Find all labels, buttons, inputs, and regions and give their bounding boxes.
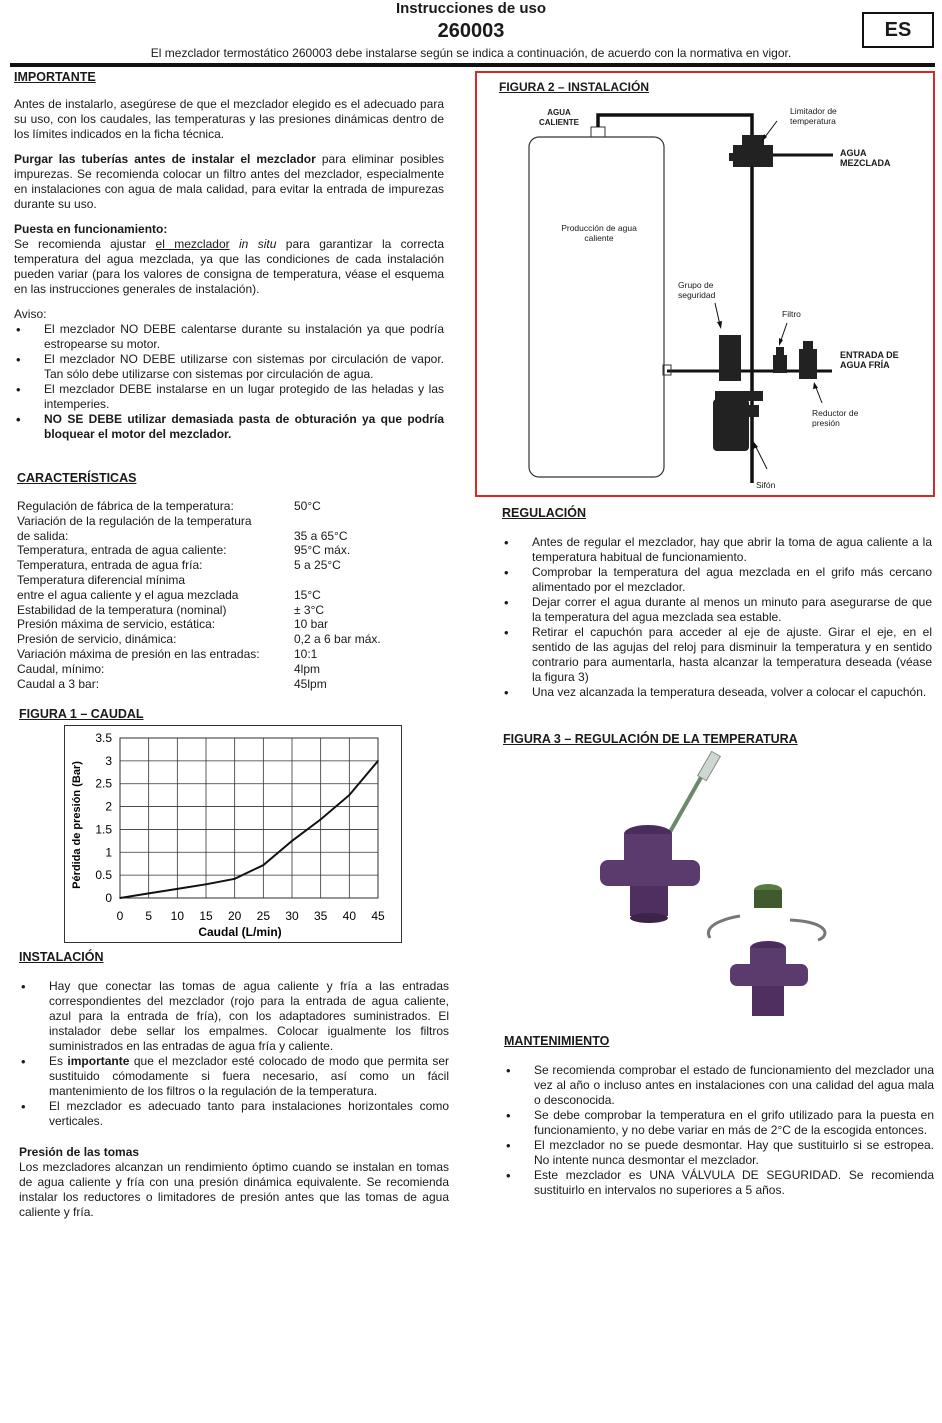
spec-label: Caudal a 3 bar:: [17, 676, 100, 691]
valve-outlet: [630, 886, 668, 916]
y-tick-label: 2.5: [95, 776, 112, 791]
spec-row: [17, 632, 437, 647]
regulacion-list: [502, 535, 932, 700]
spec-label: de salida:: [17, 528, 69, 543]
filter: [773, 355, 787, 373]
importante-p2: [14, 152, 444, 212]
instalacion-section: [19, 950, 449, 1220]
doc-subtitle: El mezclador termostático 260003 debe instalarse según se indica a continuación, de acuerdo con la normativa en vigor.: [150, 46, 792, 60]
spec-value: 45lpm: [294, 676, 327, 691]
regulacion-item: • Retirar el capuchón para acceder al eje de ajuste. Girar el eje, en el sentido de las agujas del reloj para disminuir la temperatura y en sentido contrario para aumentarla, hasta alcanzar la temperatura deseada (véase la figura 3): [502, 625, 932, 685]
label-limitador: [790, 106, 837, 126]
label-agua-mezclada: [840, 148, 891, 168]
puesta-c: para garantizar la correcta temperatura del agua mezclada, ya que las condiciones de cada instalación pueden variar (para los valores de consigna de temperatura, véase el esquema en las instrucciones generales de instalación).: [14, 237, 445, 296]
label-line: AGUA: [547, 108, 571, 117]
presion-heading: Presión de las tomas: [19, 1145, 140, 1159]
spec-value: 15°C: [294, 587, 321, 602]
spec-row: [17, 647, 437, 662]
chart-grid: [120, 738, 378, 898]
data-point: [349, 794, 351, 796]
caudal-chart: [64, 725, 402, 943]
spec-label: Regulación de fábrica de la temperatura:: [17, 499, 234, 513]
presion-text: Los mezcladores alcanzan un rendimiento óptimo cuando se instalan en tomas de agua caliente y fría con una presión dinámica equivalente. Se recomienda instalar los reductores o limitadores de presión antes que las tomas de agua caliente y fría.: [19, 1160, 449, 1219]
filter-top: [776, 347, 784, 355]
puesta-a: Se recomienda ajustar: [14, 237, 156, 251]
label-line: temperatura: [790, 116, 836, 126]
y-tick-label: 1.5: [95, 822, 112, 837]
valve-body: [600, 860, 700, 886]
figura2-heading: FIGURA 2 – INSTALACIÓN: [499, 80, 650, 94]
spec-value: 4lpm: [294, 661, 321, 676]
rotate-arrow-left-icon: [708, 916, 740, 938]
mantenimiento-item: • El mezclador no se puede desmontar. Hay que sustituirlo si se estropea. No intente nunca desmontar el mezclador.: [504, 1138, 934, 1168]
siphon: [713, 399, 749, 451]
aviso-item: • El mezclador DEBE instalarse en un lugar protegido de las heladas y las intemperies.: [14, 382, 444, 412]
spec-row: [17, 529, 437, 544]
data-point: [320, 819, 322, 821]
importante-section: [14, 70, 444, 442]
instalacion-heading: INSTALACIÓN: [19, 950, 104, 964]
data-point: [234, 878, 236, 880]
spec-row: [17, 499, 437, 514]
y-tick-label: 1: [105, 845, 112, 860]
reductor-arrowhead: [813, 382, 818, 389]
plot-area: [120, 738, 378, 898]
y-tick-label: 3: [105, 753, 112, 768]
y-axis-label: Pérdida de presión (Bar): [71, 761, 83, 889]
product-code: 260003: [437, 20, 505, 42]
purgar-rest: para eliminar posibles impurezas. Se recomienda colocar un filtro antes del mezclador, especialmente en instalaciones con agua de mala calidad, para evitar la entrada de impurezas durante su uso.: [14, 152, 445, 211]
spec-label: Presión de servicio, dinámica:: [17, 632, 177, 647]
caracteristicas-section: [17, 471, 437, 691]
label-line: caliente: [584, 233, 614, 243]
spec-row: [17, 677, 437, 692]
sifon-arrowhead: [753, 441, 758, 449]
spec-row: [17, 573, 437, 588]
aviso-item-bold: • NO SE DEBE utilizar demasiada pasta de obturación ya que podría bloquear el motor del mezclador.: [14, 412, 444, 442]
label-line: Grupo de: [678, 280, 714, 290]
mantenimiento-item: • Se debe comprobar la temperatura en el grifo utilizado para la puesta en funcionamiento, y no debe variar en más de 2°C de la escogida entonces.: [504, 1108, 934, 1138]
spec-label: Presión máxima de servicio, estática:: [17, 617, 216, 632]
aviso-list: [14, 322, 444, 442]
importante-p1: Antes de instalarlo, asegúrese de que el mezclador elegido es el adecuado para su uso, con los caudales, las temperaturas y las presiones dinámicas dentro de los límites indicados en la ficha técnica.: [14, 97, 444, 141]
figura3-heading: FIGURA 3 – REGULACIÓN DE LA TEMPERATURA: [503, 732, 798, 746]
regulacion-item: • Comprobar la temperatura del agua mezclada en el grifo más cercano alimentado por el mezclador.: [502, 565, 932, 595]
x-tick-label: 15: [199, 909, 213, 923]
regulacion-item: • Una vez alcanzada la temperatura deseada, volver a colocar el capuchón.: [502, 685, 932, 700]
spec-row: [17, 558, 437, 573]
y-tick-label: 0: [105, 891, 112, 905]
spec-row: [17, 617, 437, 632]
spec-value: 5 a 25°C: [294, 558, 341, 573]
puesta-heading: Puesta en funcionamiento:: [14, 222, 168, 236]
x-tick-label: 30: [285, 909, 299, 923]
safety-group: [719, 335, 741, 381]
rotate-arrow-right-icon: [790, 920, 825, 940]
data-point: [205, 883, 207, 885]
data-point: [263, 864, 265, 866]
data-point: [148, 893, 150, 895]
screwdriver-handle: [698, 751, 721, 780]
label-line: MEZCLADA: [840, 158, 891, 168]
data-point: [291, 840, 293, 842]
instalacion-list: [19, 979, 449, 1129]
regulacion-item: • Antes de regular el mezclador, hay que abrir la toma de agua caliente a la temperatura habitual de funcionamiento.: [502, 535, 932, 565]
label-line: Limitador de: [790, 106, 837, 116]
pressure-reducer: [799, 349, 817, 379]
b2-bold: importante: [67, 1054, 130, 1068]
label-line: AGUA: [840, 148, 867, 158]
spec-row: [17, 514, 437, 529]
grupo-arrowhead: [717, 321, 722, 329]
x-tick-label: 40: [342, 909, 357, 923]
spec-value: 95°C máx.: [294, 543, 351, 558]
x-tick-label: 35: [313, 909, 328, 923]
spec-value: 50°C: [294, 499, 321, 513]
y-tick-label: 3.5: [95, 731, 112, 745]
spec-table: [17, 499, 437, 691]
label-produccion: [540, 223, 658, 243]
label-line: Reductor de: [812, 408, 859, 418]
label-grupo: [678, 280, 715, 300]
spec-label: Variación de la regulación de la temperatura: [17, 513, 252, 528]
siphon-outlet: [747, 405, 759, 417]
x-tick-label: 0: [116, 909, 124, 923]
spec-value: 10:1: [294, 646, 318, 661]
mantenimiento-item: • Este mezclador es UNA VÁLVULA DE SEGURIDAD. Se recomienda sustituirlo en intervalos no superiores a 5 años.: [504, 1168, 934, 1198]
label-line: ENTRADA DE: [840, 350, 899, 360]
spec-label: Temperatura, entrada de agua caliente:: [17, 543, 227, 558]
x-tick-label: 10: [170, 909, 185, 923]
mixer-cap: [742, 135, 764, 147]
label-line: presión: [812, 418, 840, 428]
x-tick-label: 5: [145, 909, 153, 923]
label-agua-caliente: [538, 108, 580, 128]
label-line: AGUA FRÍA: [840, 360, 890, 370]
b2-b: que el mezclador esté colocado de modo que permita ser sustituido cómodamente si fuera necesario, así como un fácil mantenimiento de los filtros o la regulación de la temperatura.: [49, 1054, 450, 1098]
x-axis-label: Caudal (L/min): [198, 925, 282, 939]
purgar-bold: Purgar las tuberías antes de instalar el mezclador: [14, 152, 316, 166]
mantenimiento-section: [504, 1034, 934, 1198]
aviso-heading: Aviso:: [14, 307, 47, 321]
caracteristicas-heading: CARACTERÍSTICAS: [17, 471, 137, 485]
water-heater-tank: [529, 137, 664, 477]
label-reductor: [812, 408, 858, 428]
b2-a: Es: [49, 1054, 68, 1068]
valve-outlet-end: [630, 913, 668, 923]
thermostatic-mixer: [733, 145, 773, 167]
spec-label: Variación máxima de presión en las entradas:: [17, 646, 260, 661]
spec-value: 0,2 a 6 bar máx.: [294, 632, 381, 647]
label-line: Producción de agua: [561, 223, 637, 233]
mantenimiento-list: [504, 1063, 934, 1198]
x-tick-label: 45: [371, 909, 385, 923]
label-line: seguridad: [678, 290, 716, 300]
y-tick-label: 2: [105, 799, 112, 814]
figura1-heading: FIGURA 1 – CAUDAL: [19, 707, 144, 721]
valve2-body: [730, 964, 808, 986]
importante-heading: IMPORTANTE: [14, 70, 96, 84]
x-tick-label: 20: [227, 909, 242, 923]
sifon-arrow: [755, 445, 767, 469]
spec-value: 35 a 65°C: [294, 528, 348, 543]
y-tick-label: 0.5: [95, 868, 112, 883]
instalacion-item: • El mezclador es adecuado tanto para instalaciones horizontales como verticales.: [19, 1099, 449, 1129]
spec-label: entre el agua caliente y el agua mezclada: [17, 587, 239, 602]
spec-label: Estabilidad de la temperatura (nominal): [17, 602, 227, 617]
instalacion-item: [19, 1054, 449, 1099]
regulacion-heading: REGULACIÓN: [502, 506, 587, 520]
filtro-arrowhead: [779, 338, 783, 346]
mantenimiento-heading: MANTENIMIENTO: [504, 1034, 610, 1048]
puesta-italic: in situ: [239, 237, 277, 251]
header-rule: [10, 63, 935, 67]
regulacion-item: • Dejar correr el agua durante al menos un minuto para asegurarse de que la temperatura del agua mezclada sea estable.: [502, 595, 932, 625]
spec-row: [17, 588, 437, 603]
puesta-underline: el mezclador: [155, 237, 230, 251]
spec-label: Temperatura, entrada de agua fría:: [17, 558, 203, 573]
spec-value: ± 3°C: [294, 602, 325, 617]
aviso-item: • El mezclador NO DEBE utilizarse con sistemas por circulación de vapor. Tan sólo debe utilizarse con sistemas por circulación de agua.: [14, 352, 444, 382]
data-point: [377, 760, 379, 762]
language-badge: ES: [862, 12, 934, 48]
puesta-b: [230, 237, 239, 251]
label-sifon: Sifón: [756, 480, 776, 490]
cap-icon: [754, 890, 782, 908]
instalacion-item: • Hay que conectar las tomas de agua caliente y fría a las entradas correspondientes del mezclador (rojo para la entrada de agua caliente, azul para la entrada de fría), con los adaptadores suministrados. El instalador debe sellar los empalmes. Colocar igualmente los filtros suministrados en las entradas de agua fría y caliente.: [19, 979, 449, 1054]
data-point: [119, 897, 121, 899]
spec-row: [17, 603, 437, 618]
figura3-illustration: [590, 750, 850, 1030]
spec-row: [17, 662, 437, 677]
reducer-knob: [803, 341, 813, 349]
valve2-outlet: [752, 986, 784, 1016]
spec-value: 10 bar: [294, 617, 329, 632]
puesta-text: [14, 237, 444, 297]
x-tick-label: 25: [256, 909, 271, 923]
data-point: [177, 888, 179, 890]
label-filtro: Filtro: [782, 309, 801, 319]
mixer-port: [729, 153, 737, 161]
aviso-item: • El mezclador NO DEBE calentarse durante su instalación ya que podría estropearse su motor.: [14, 322, 444, 352]
spec-row: [17, 543, 437, 558]
regulacion-section: [502, 506, 932, 700]
spec-label: Temperatura diferencial mínima: [17, 572, 186, 587]
mantenimiento-item: • Se recomienda comprobar el estado de funcionamiento del mezclador una vez al año o incluso antes en instalaciones con una calidad del agua mala o desconocida.: [504, 1063, 934, 1108]
label-line: CALIENTE: [539, 118, 579, 127]
doc-title: Instrucciones de uso: [395, 0, 547, 17]
label-entrada-fria: [840, 350, 899, 370]
spec-label: Caudal, mínimo:: [17, 661, 105, 676]
hot-outlet: [591, 127, 605, 137]
